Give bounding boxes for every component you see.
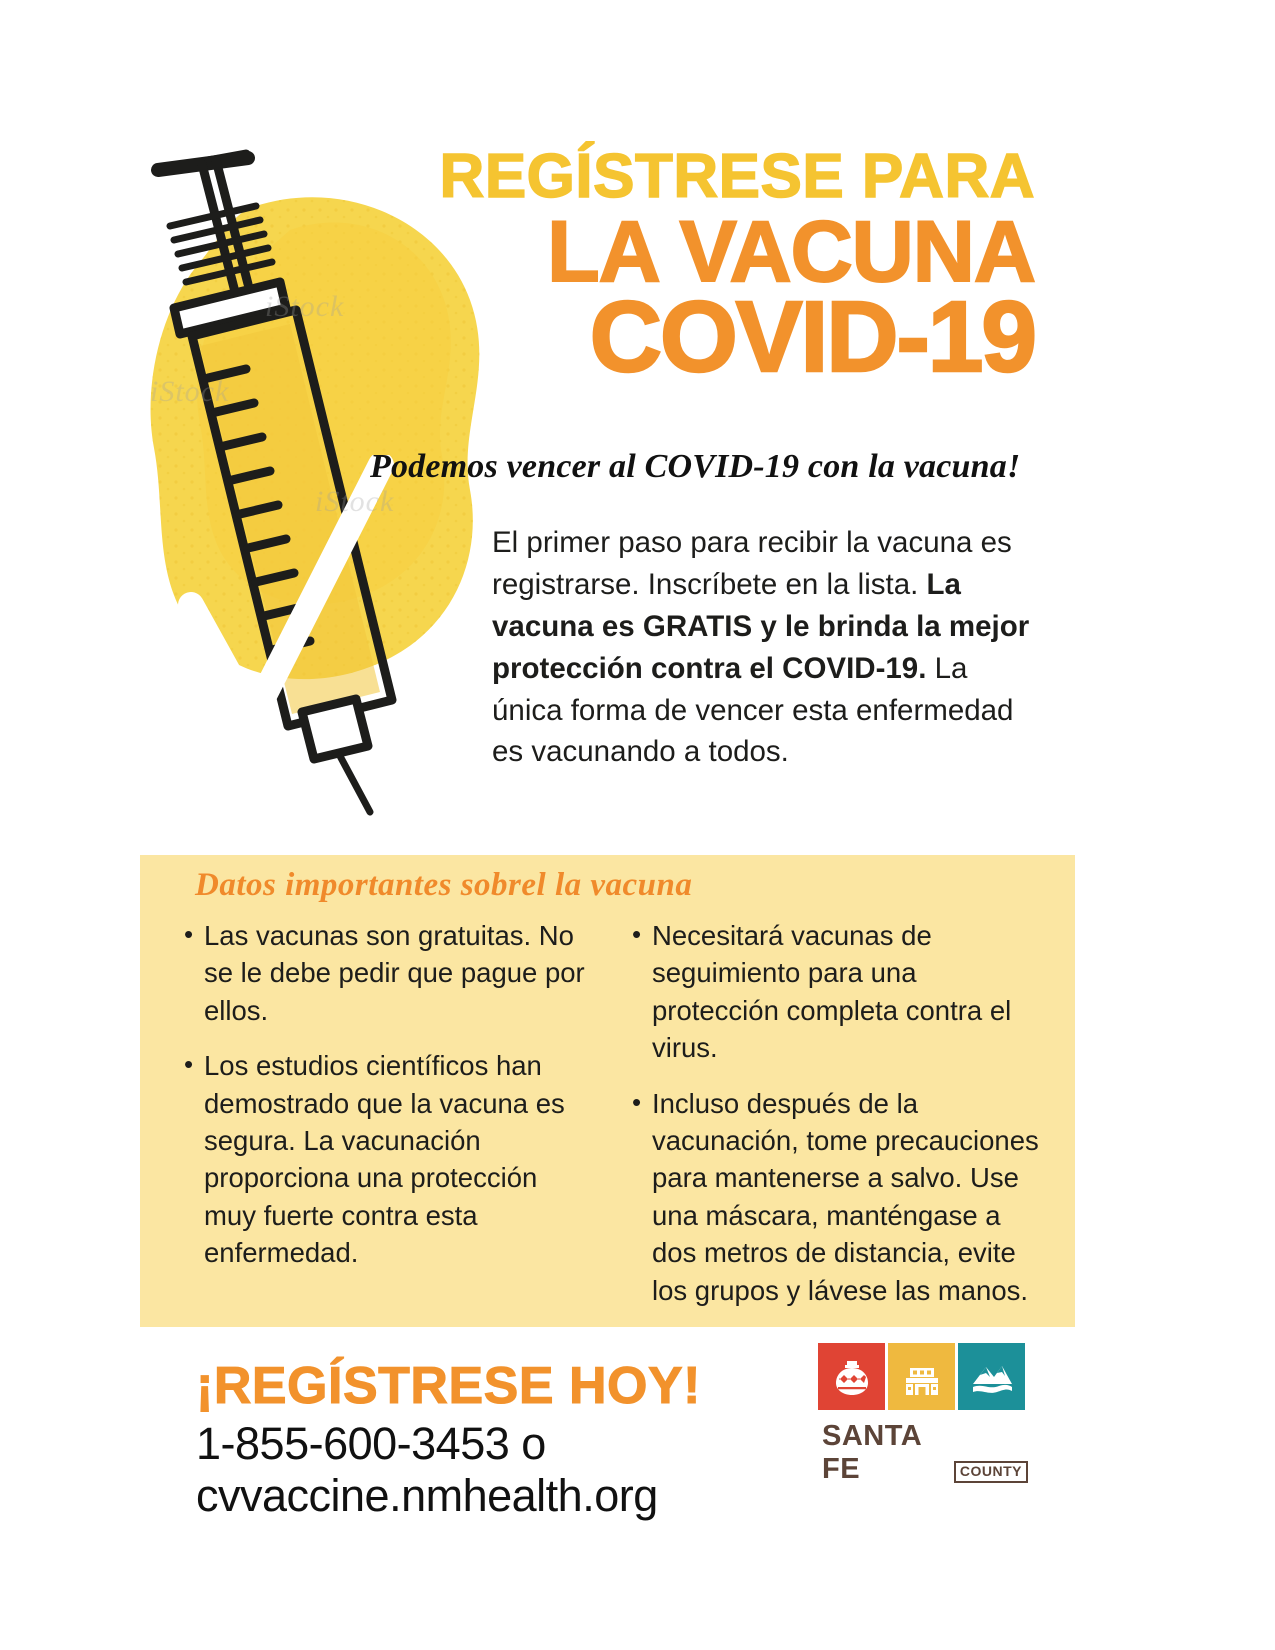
tagline: Podemos vencer al COVID-19 con la vacuna!: [370, 448, 1021, 485]
intro-text-part1: El primer paso para recibir la vacuna es registrarse. Inscríbete en la lista.: [492, 526, 1012, 601]
logo-county-badge: COUNTY: [954, 1461, 1028, 1483]
intro-paragraph: [492, 522, 1037, 773]
list-item: [182, 1047, 592, 1271]
logo-wordmark: [818, 1420, 1028, 1486]
pottery-icon: [818, 1343, 885, 1410]
fact-text: Necesitará vacunas de seguimiento para una protección completa contra el virus.: [652, 920, 1012, 1064]
logo-tiles: [818, 1343, 1028, 1410]
cta-phone-number[interactable]: 1-855-600-3453 o: [196, 1418, 546, 1469]
watermark-3: iStock: [315, 485, 395, 518]
cta-website-url[interactable]: cvvaccine.nmhealth.org: [196, 1470, 658, 1521]
facts-columns: [182, 917, 1042, 1327]
pueblo-icon: [888, 1343, 955, 1410]
logo-name-text: SANTA FE: [822, 1420, 922, 1485]
headline-line-2: LA VACUNA: [547, 204, 1035, 300]
headline-line-1: REGÍSTRESE PARA: [439, 142, 1035, 211]
facts-box-title: Datos importantes sobrel la vacuna: [195, 867, 693, 903]
bullet-dot-icon: •: [632, 1086, 642, 1117]
mountains-icon: [958, 1343, 1025, 1410]
santa-fe-county-logo: [818, 1343, 1028, 1493]
facts-column-right: [630, 917, 1040, 1327]
headline-line-3: COVID-19: [589, 281, 1035, 394]
list-item: [630, 917, 1040, 1067]
intro-text-bold: La vacuna es GRATIS y le brinda la mejor protección contra el COVID-19.: [492, 567, 1030, 685]
cta-heading: ¡REGÍSTRESE HOY!: [196, 1357, 701, 1415]
watermark-2: iStock: [150, 375, 230, 408]
bullet-dot-icon: •: [184, 919, 194, 949]
fact-text: Las vacunas son gratuitas. No se le debe pedir que pague por ellos.: [204, 920, 585, 1026]
list-item: [182, 917, 592, 1029]
watermark-1: iStock: [265, 290, 345, 323]
intro-text-part2: La única forma de vencer esta enfermedad es vacunando a todos.: [492, 651, 1014, 769]
bullet-dot-icon: •: [632, 919, 642, 949]
poster-headline: [395, 142, 1035, 394]
fact-text: Incluso después de la vacunación, tome precauciones para mantenerse a salvo. Use una máscara, manténgase a dos metros de distancia, evite los grupos y lávese las manos.: [652, 1087, 1039, 1306]
bullet-dot-icon: •: [184, 1049, 194, 1080]
fact-text: Los estudios científicos han demostrado que la vacuna es segura. La vacunación proporciona una protección muy fuerte contra esta enfermedad.: [204, 1050, 565, 1269]
list-item: [630, 1085, 1040, 1309]
facts-box: [140, 855, 1075, 1327]
facts-column-left: [182, 917, 592, 1327]
